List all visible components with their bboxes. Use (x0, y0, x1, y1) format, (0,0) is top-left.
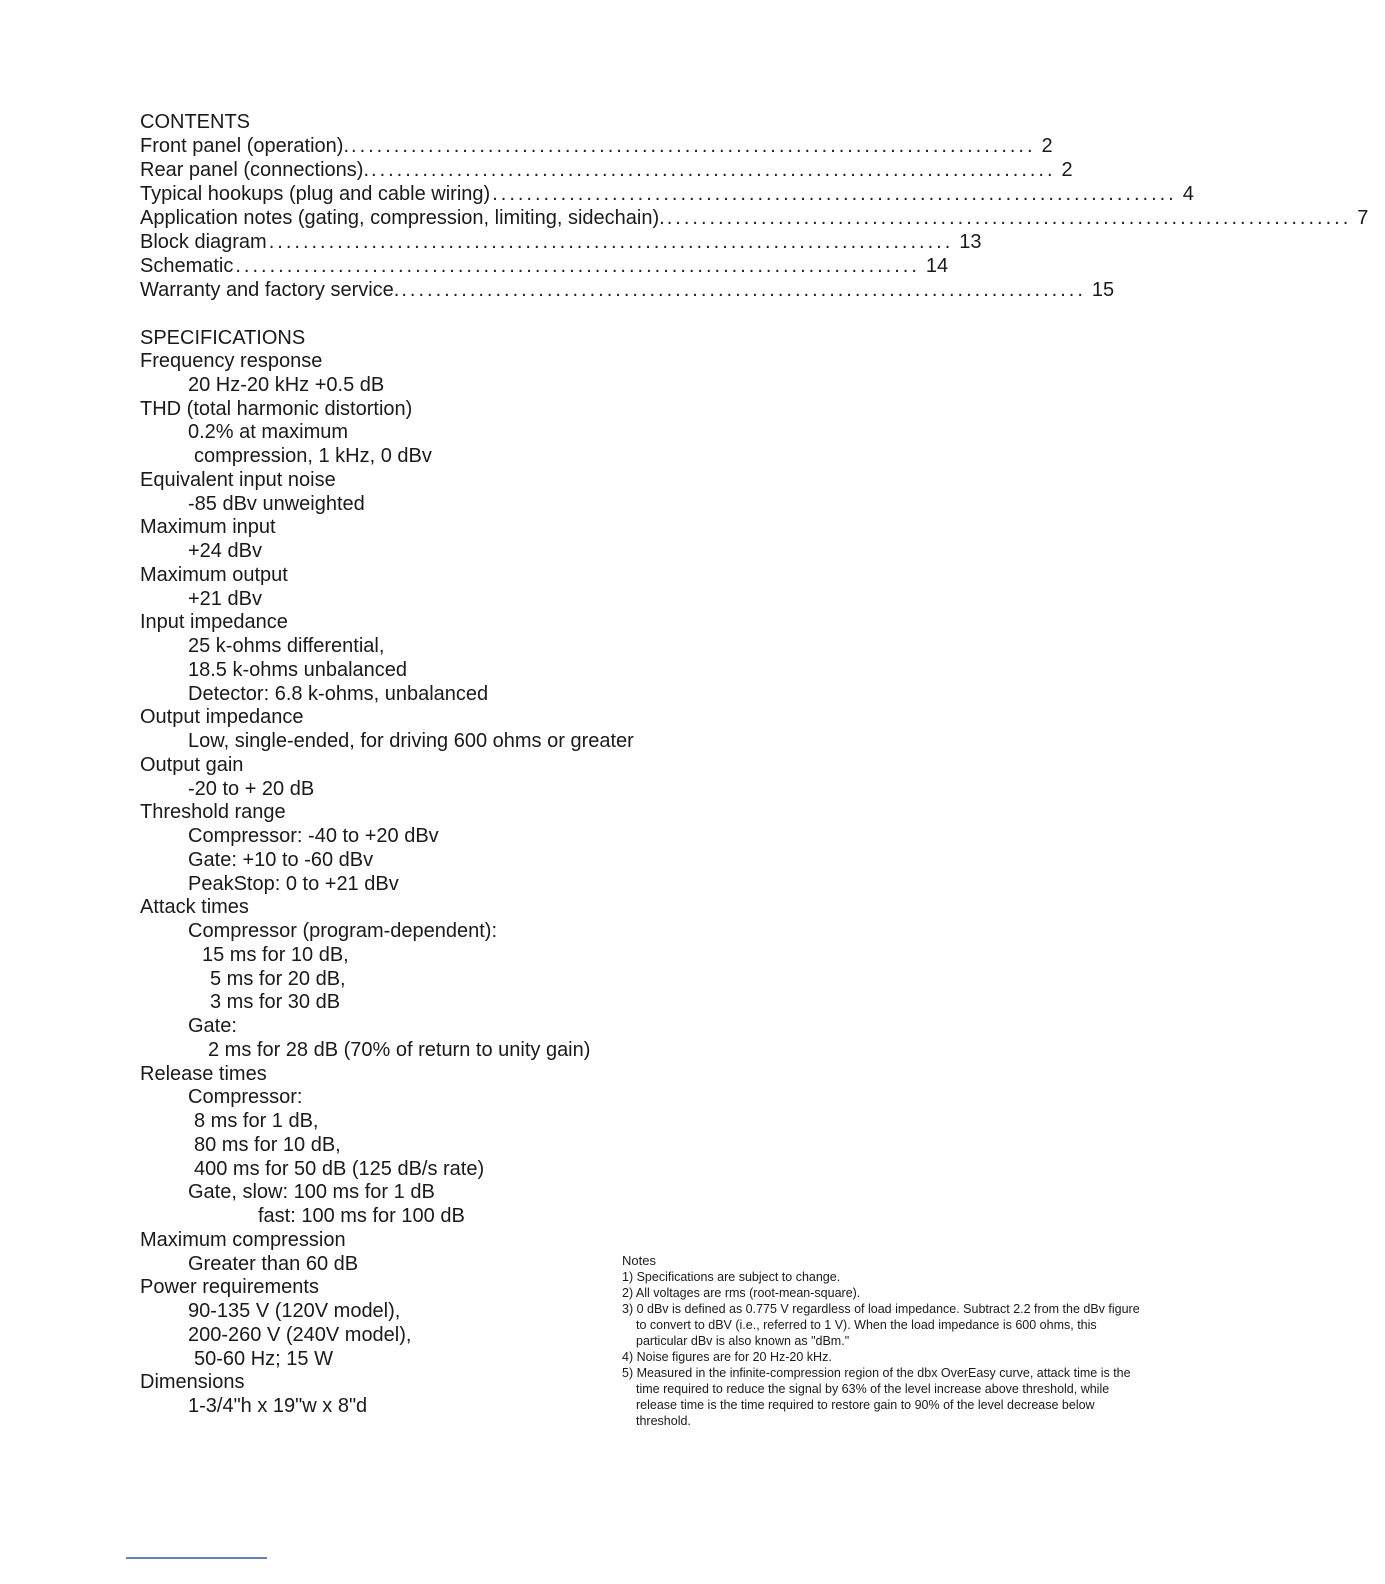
contents-entry (140, 230, 982, 254)
spec-value: 400 ms for 50 dB (125 dB/s rate) (194, 1157, 485, 1180)
specifications-section (140, 326, 634, 1419)
spec-value: 50-60 Hz; 15 W (194, 1347, 333, 1370)
contents-list (140, 134, 1369, 302)
spec-title: Frequency response (140, 350, 323, 372)
contents-entry-label: Application notes (gating, compression, limiting, sidechain). (140, 207, 665, 229)
spec-title: Maximum output (140, 563, 288, 586)
spec-title: Release times (140, 1062, 267, 1085)
spec-value: Compressor: -40 to +20 dBv (188, 825, 439, 847)
dot-leader: ................................................................................ (401, 279, 1086, 301)
spec-value: 0.2% at maximum (188, 421, 349, 444)
spec-value: 80 ms for 10 dB, (194, 1133, 341, 1156)
spec-value: 2 ms for 28 dB (70% of return to unity gain) (208, 1038, 591, 1061)
notes-title: Notes (622, 1253, 656, 1268)
spec-title: Attack times (140, 896, 249, 919)
spec-value: Gate: +10 to -60 dBv (188, 848, 374, 871)
note-item: 2) All voltages are rms (root-mean-square). (622, 1286, 861, 1300)
contents-entry (140, 158, 1073, 182)
contents-entry-page: 4 (1182, 183, 1194, 205)
contents-entry-label: Typical hookups (plug and cable wiring) (140, 183, 491, 205)
contents-entry-page: 7 (1357, 207, 1369, 229)
spec-title: Threshold range (140, 801, 286, 824)
spec-value: compression, 1 kHz, 0 dBv (194, 445, 432, 467)
contents-entry (140, 134, 1053, 158)
dot-leader: ................................................................................ (268, 231, 954, 253)
contents-entry-label: Rear panel (connections). (140, 159, 370, 181)
contents-entry-label: Schematic (140, 255, 234, 277)
spec-title: Output gain (140, 753, 244, 776)
spec-title: THD (total harmonic distortion) (140, 397, 413, 420)
contents-entry (140, 206, 1369, 230)
contents-entry-page: 2 (1041, 135, 1053, 157)
spec-value: 3 ms for 30 dB (210, 991, 341, 1014)
spec-title: Power requirements (140, 1276, 319, 1299)
spec-value: Compressor: (188, 1086, 303, 1109)
note-item: 3) 0 dBv is defined as 0.775 V regardless of load impedance. Subtract 2.2 from the dBv figure to convert to dBV (i.e., referred to 1 V). When the load impedance is 600 ohms, this particular dBv is also known as "dBm." (622, 1302, 1140, 1348)
spec-title: Output impedance (140, 706, 304, 729)
dot-leader: ................................................................................ (235, 255, 920, 277)
spec-title: Maximum compression (140, 1228, 346, 1251)
spec-value: 1-3/4"h x 19"w x 8"d (188, 1395, 368, 1417)
contents-entry-page: 13 (959, 231, 982, 253)
contents-entry-label: Warranty and factory service. (140, 279, 400, 301)
spec-value: -20 to + 20 dB (188, 777, 315, 800)
contents-entry-page: 14 (925, 255, 949, 277)
contents-entry (140, 182, 1194, 206)
spec-value: PeakStop: 0 to +21 dBv (188, 872, 399, 895)
spec-value: Compressor (program-dependent): (188, 920, 498, 942)
spec-title: Input impedance (140, 611, 288, 634)
dot-leader: ................................................................................ (371, 159, 1056, 181)
spec-value: +21 dBv (188, 587, 262, 610)
contents-section (140, 110, 1369, 302)
spec-value: Gate, slow: 100 ms for 1 dB (188, 1181, 435, 1204)
dot-leader: ................................................................................ (351, 135, 1036, 157)
spec-value: 18.5 k-ohms unbalanced (188, 658, 408, 681)
dot-leader: ................................................................................ (492, 183, 1177, 205)
spec-value: 15 ms for 10 dB, (202, 943, 349, 966)
contents-entry-label: Block diagram (140, 231, 267, 253)
note-item: 4) Noise figures are for 20 Hz-20 kHz. (622, 1350, 832, 1364)
spec-value: 8 ms for 1 dB, (194, 1110, 319, 1132)
spec-value: Detector: 6.8 k-ohms, unbalanced (188, 682, 489, 705)
spec-title: Equivalent input noise (140, 468, 336, 491)
specifications-heading: SPECIFICATIONS (140, 327, 306, 349)
dot-leader: ................................................................................ (666, 207, 1352, 229)
contents-entry (140, 278, 1115, 302)
contents-heading: CONTENTS (140, 111, 250, 133)
bottom-rule (126, 1557, 267, 1559)
spec-title: Dimensions (140, 1371, 245, 1394)
specifications-list (140, 350, 634, 1419)
spec-value: +24 dBv (188, 540, 262, 562)
notes-section (622, 1253, 1142, 1429)
note-item: 1) Specifications are subject to change. (622, 1270, 841, 1284)
contents-entry-label: Front panel (operation). (140, 135, 350, 157)
spec-value: Gate: (188, 1015, 237, 1037)
spec-value: Low, single-ended, for driving 600 ohms or greater (188, 730, 634, 752)
notes-list (622, 1269, 1142, 1429)
note-item: 5) Measured in the infinite-compression region of the dbx OverEasy curve, attack time is the time required to reduce the signal by 63% of the level increase above threshold, while release time is the time required to restore gain to 90% of the level decrease below threshold. (622, 1366, 1131, 1428)
spec-value: 25 k-ohms differential, (188, 635, 385, 657)
spec-value: 200-260 V (240V model), (188, 1323, 412, 1346)
spec-value: 90-135 V (120V model), (188, 1300, 401, 1322)
spec-value: fast: 100 ms for 100 dB (258, 1205, 465, 1227)
spec-value: -85 dBv unweighted (188, 492, 365, 515)
spec-title: Maximum input (140, 516, 276, 539)
spec-value: 20 Hz-20 kHz +0.5 dB (188, 373, 385, 396)
spec-value: Greater than 60 dB (188, 1252, 359, 1275)
contents-entry (140, 254, 949, 278)
spec-value: 5 ms for 20 dB, (210, 967, 346, 990)
contents-entry-page: 15 (1091, 279, 1115, 301)
contents-entry-page: 2 (1061, 159, 1073, 181)
